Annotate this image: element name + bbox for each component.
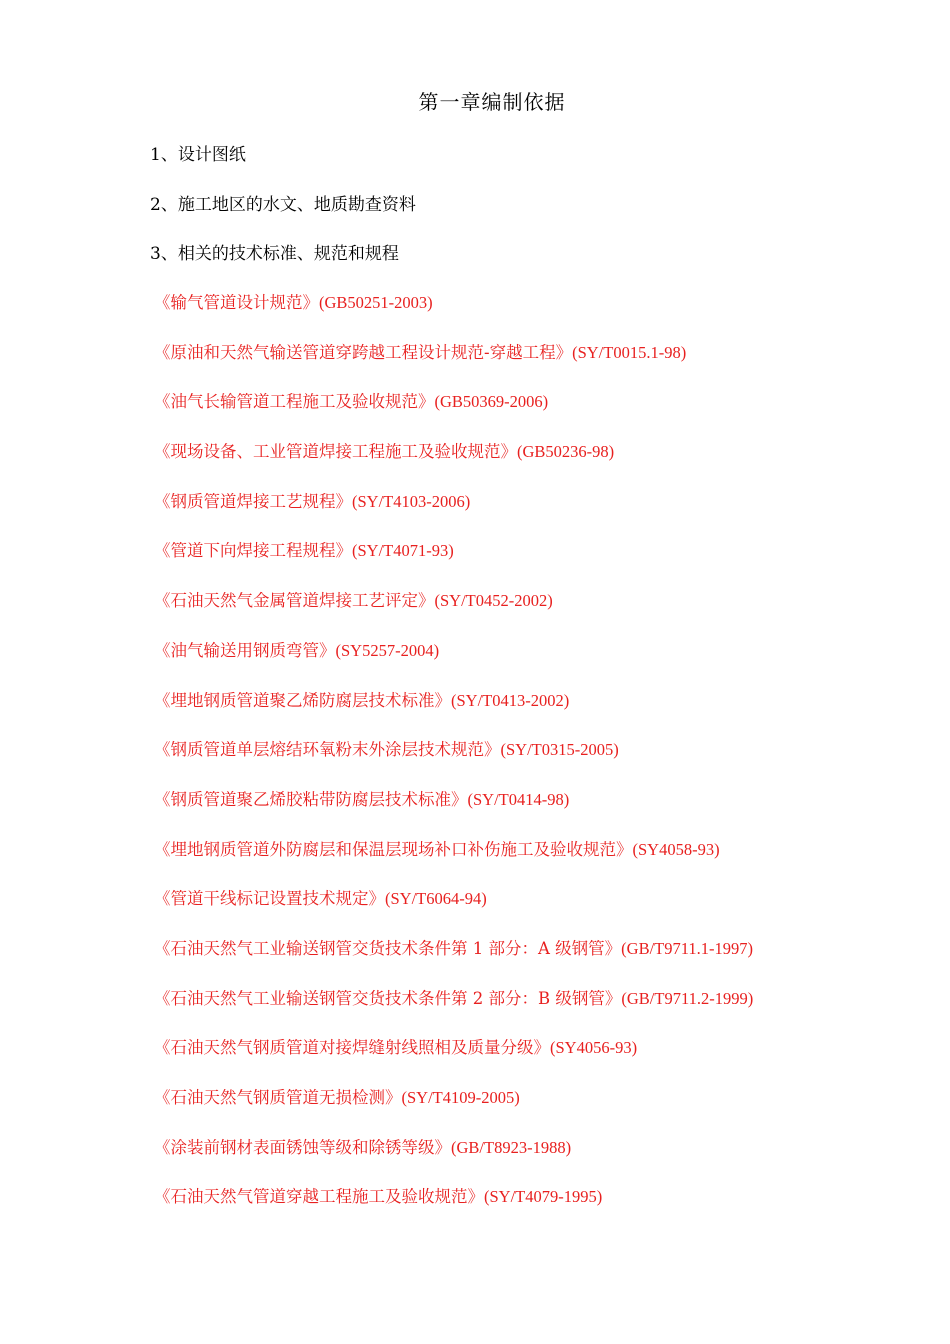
reference-item <box>154 1136 753 1186</box>
reference-name: 《钢质管道焊接工艺规程》 <box>154 491 352 511</box>
reference-code: (SY/T0413-2002) <box>451 690 570 710</box>
reference-code: (GB/T9711.2-1999) <box>621 988 754 1008</box>
reference-item <box>154 490 753 540</box>
reference-name: 《埋地钢质管道外防腐层和保温层现场补口补伤施工及验收规范》 <box>154 839 633 859</box>
reference-name: 《管道下向焊接工程规程》 <box>154 541 352 561</box>
reference-item <box>154 738 753 788</box>
reference-code: (SY4056-93) <box>550 1038 638 1058</box>
reference-item <box>154 1086 753 1136</box>
reference-code: (SY4058-93) <box>632 839 720 859</box>
reference-name: 《石油天然气工业输送钢管交货技术条件第 1 部分：A 级钢管》 <box>154 938 622 958</box>
reference-code: (SY/T0414-98) <box>467 789 570 809</box>
reference-name: 《输气管道设计规范》 <box>154 293 319 312</box>
reference-name: 《钢质管道单层熔结环氧粉末外涂层技术规范》 <box>154 740 501 760</box>
reference-code: (SY/T4103-2006) <box>352 491 471 511</box>
reference-code: (GB50251-2003) <box>319 293 433 312</box>
reference-code: (SY/T4109-2005) <box>401 1088 520 1107</box>
reference-item <box>154 291 753 341</box>
reference-item <box>154 539 753 589</box>
reference-item <box>154 838 753 888</box>
reference-list <box>154 291 753 1235</box>
reference-item <box>154 341 753 391</box>
reference-item <box>154 788 753 838</box>
reference-name: 《现场设备、工业管道焊接工程施工及验收规范》 <box>154 442 517 462</box>
reference-code: (SY/T6064-94) <box>385 889 487 909</box>
reference-item <box>154 390 753 440</box>
reference-code: (SY/T0315-2005) <box>500 740 619 760</box>
reference-name: 《石油天然气钢质管道对接焊缝射线照相及质量分级》 <box>154 1038 550 1058</box>
reference-name: 《石油天然气金属管道焊接工艺评定》 <box>154 591 435 611</box>
reference-item <box>154 887 753 937</box>
reference-item <box>154 987 753 1037</box>
reference-name: 《石油天然气钢质管道无损检测》 <box>154 1088 402 1107</box>
chapter-title: 第一章编制依据 <box>418 90 566 114</box>
reference-code: (GB50369-2006) <box>434 392 549 412</box>
reference-code: (SY/T0015.1-98) <box>572 342 687 362</box>
reference-item <box>154 1036 753 1086</box>
reference-code: (SY/T0452-2002) <box>434 591 553 611</box>
item-design-drawings: 1、设计图纸 <box>150 145 246 165</box>
reference-item <box>154 689 753 739</box>
reference-name: 《管道干线标记设置技术规定》 <box>154 889 385 909</box>
reference-name: 《涂装前钢材表面锈蚀等级和除锈等级》 <box>154 1137 451 1157</box>
reference-code: (GB/T9711.1-1997) <box>621 938 753 958</box>
reference-code: (SY5257-2004) <box>335 640 440 660</box>
reference-code: (SY/T4079-1995) <box>484 1187 603 1207</box>
reference-item <box>154 589 753 639</box>
reference-item <box>154 639 753 689</box>
reference-item <box>154 440 753 490</box>
reference-name: 《埋地钢质管道聚乙烯防腐层技术标准》 <box>154 690 451 710</box>
reference-name: 《石油天然气工业输送钢管交货技术条件第 2 部分：B 级钢管》 <box>154 988 622 1008</box>
reference-item <box>154 937 753 987</box>
item-hydrology-geology: 2、施工地区的水文、地质勘查资料 <box>150 195 416 215</box>
reference-code: (SY/T4071-93) <box>352 541 454 561</box>
reference-name: 《钢质管道聚乙烯胶粘带防腐层技术标准》 <box>154 789 468 809</box>
reference-name: 《原油和天然气输送管道穿跨越工程设计规范-穿越工程》 <box>154 342 573 362</box>
reference-item <box>154 1185 753 1235</box>
reference-name: 《油气长输管道工程施工及验收规范》 <box>154 392 435 412</box>
reference-code: (GB/T8923-1988) <box>451 1137 572 1157</box>
reference-name: 《石油天然气管道穿越工程施工及验收规范》 <box>154 1187 484 1207</box>
reference-code: (GB50236-98) <box>517 442 615 462</box>
reference-name: 《油气输送用钢质弯管》 <box>154 640 336 660</box>
item-technical-standards: 3、相关的技术标准、规范和规程 <box>150 244 399 264</box>
